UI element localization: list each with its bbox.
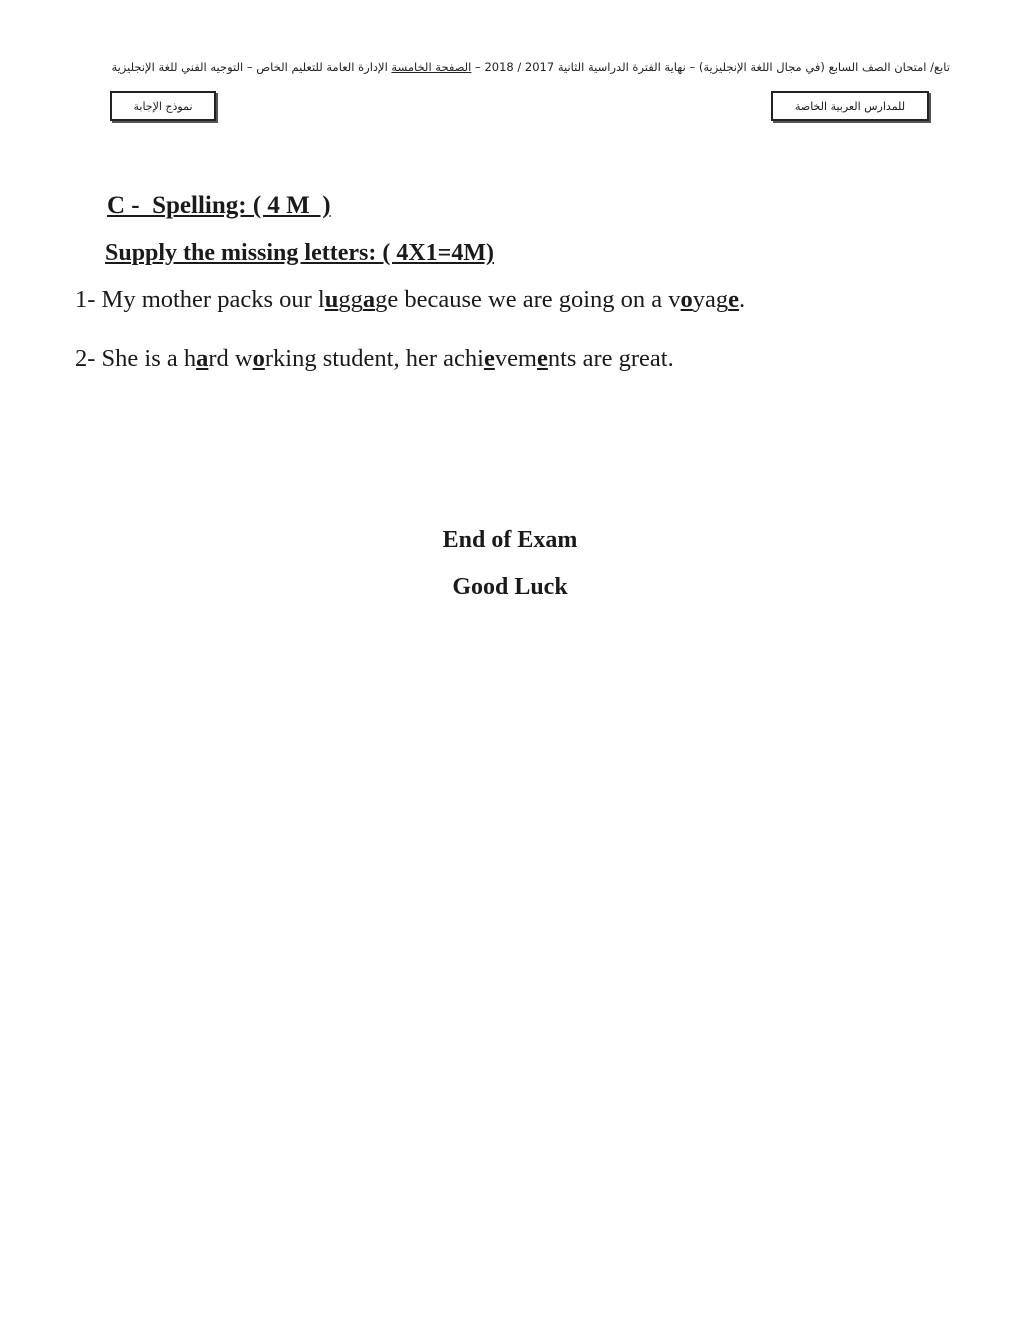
missing-letter-answer: u (324, 286, 339, 313)
sentence-text: yag (692, 286, 729, 313)
good-luck-text (0, 574, 1020, 601)
sentence-text: . (739, 286, 746, 313)
header-text-part2: الإدارة العامة للتعليم الخاص – التوجيه الفني للغة الإنجليزية (111, 60, 392, 74)
answer-model-box (110, 91, 216, 121)
missing-letter-answer: a (196, 345, 209, 372)
end-of-exam-label: End of Exam (442, 527, 578, 553)
missing-letter-answer: a (362, 286, 376, 313)
spelling-item-1 (75, 286, 745, 314)
sentence-text: vem (494, 345, 537, 372)
missing-letter-answer: o (680, 286, 693, 313)
school-type-box (771, 91, 929, 121)
header-page-number: الصفحة الخامسة (391, 60, 472, 74)
good-luck-label: Good Luck (452, 574, 568, 600)
answer-model-label: نموذج الإجابة (133, 99, 193, 113)
sentence-text: 1- My mother packs our l (75, 286, 325, 313)
exam-header-line (100, 60, 950, 74)
end-of-exam-text (0, 527, 1020, 554)
sentence-text: ge because we are going on a v (375, 286, 681, 313)
missing-letter-answer: o (252, 345, 265, 372)
sentence-text: rking student, her achi (264, 345, 484, 372)
sentence-text: 2- She is a h (75, 345, 197, 372)
missing-letter-answer: e (483, 345, 495, 372)
section-instruction: Supply the missing letters: ( 4X1=4M) (105, 240, 494, 266)
school-type-label: للمدارس العربية الخاصة (794, 99, 906, 113)
section-title: C - Spelling: ( 4 M ) (107, 192, 331, 219)
sentence-text: rd w (208, 345, 253, 372)
spelling-item-2 (75, 345, 674, 373)
header-text-part1: تابع/ امتحان الصف السابع (في مجال اللغة الإنجليزية) – نهاية الفترة الدراسية الثانية 2017 / 2018 – (471, 60, 950, 74)
sentence-text: nts are great. (547, 345, 674, 372)
missing-letter-answer: e (728, 286, 740, 313)
missing-letter-answer: e (537, 345, 548, 372)
sentence-text: gg (338, 286, 363, 313)
